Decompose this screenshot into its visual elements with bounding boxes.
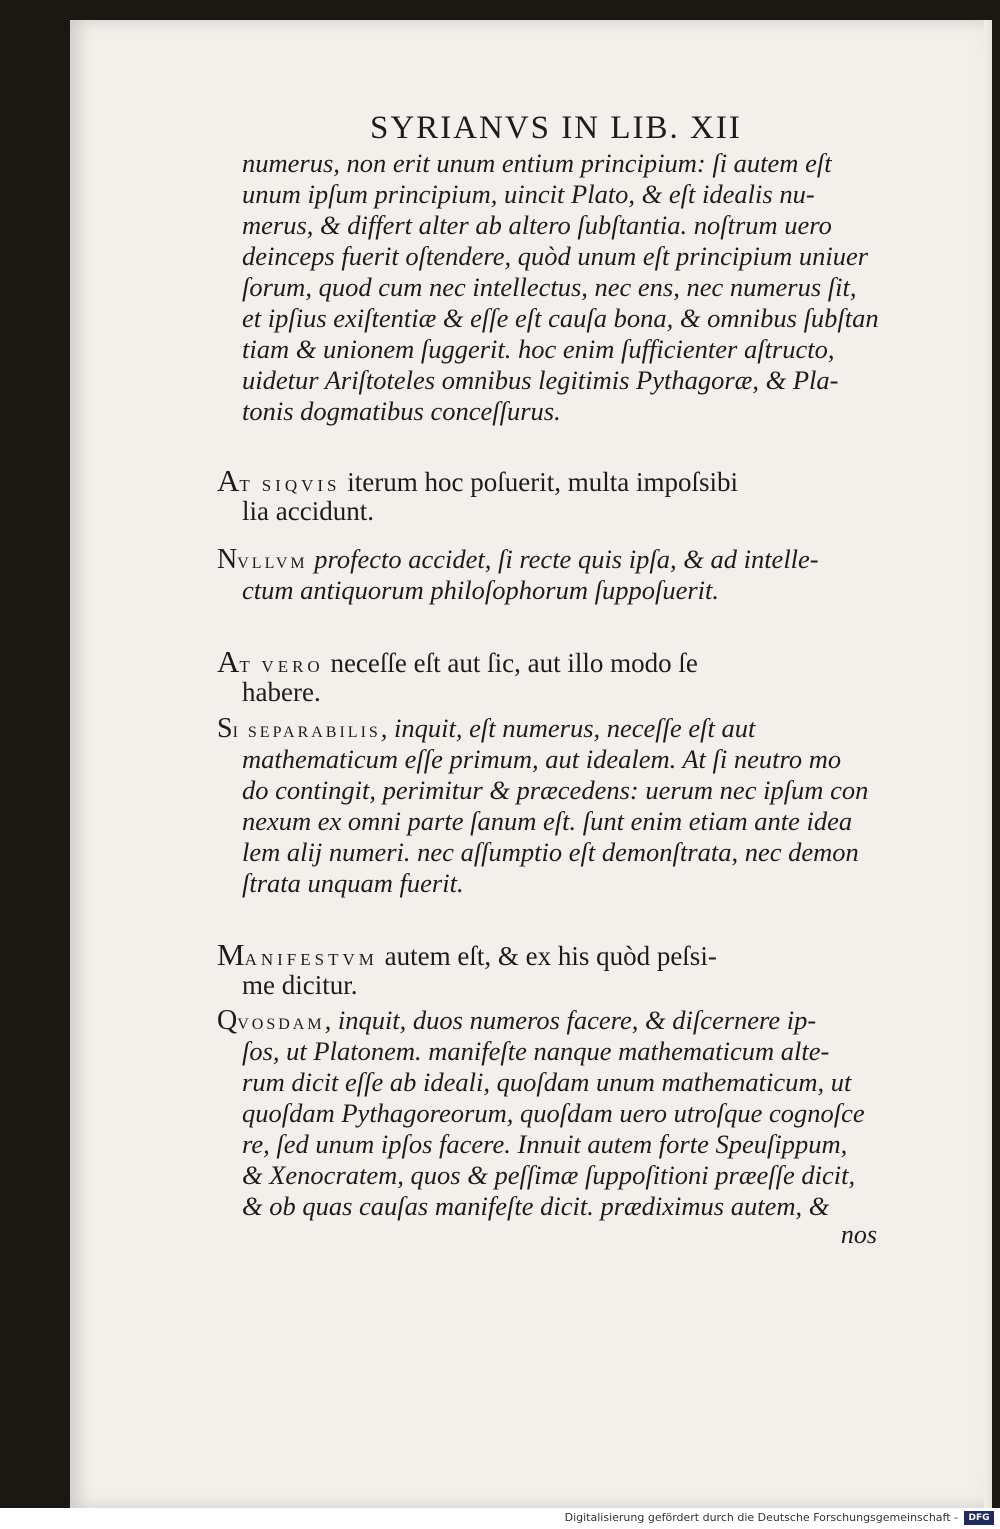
text-line: rum dicit eſſe ab ideali, quoſdam unum mathematicum, ut (242, 1067, 852, 1097)
lemma-first-line (217, 939, 922, 970)
lemma-small-caps: T VERO (239, 657, 324, 676)
commentary-small-caps: VLLVM (237, 555, 308, 572)
text-line: ſos, ut Platonem. manifeſte nanque mathematicum alte- (242, 1036, 830, 1066)
text-line: re, ſed unum ipſos facere. Innuit autem forte Speuſippum, (242, 1129, 848, 1159)
text-line: nexum ex omni parte ſanum eſt. ſunt enim etiam ante idea (242, 806, 853, 836)
text-line: do contingit, perimitur & præcedens: uerum nec ipſum con (242, 775, 869, 805)
text-line: habere. (242, 677, 321, 707)
commentary-first-line (217, 1005, 922, 1036)
dfg-logo-icon: DFG (964, 1511, 994, 1525)
commentary-paragraph (217, 544, 922, 606)
commentary-paragraph (217, 1005, 922, 1222)
aristotle-lemma (217, 465, 922, 527)
aristotle-lemma (217, 646, 922, 708)
text-line: ſorum, quod cum nec intellectus, nec ens, nec numerus ſit, (242, 272, 857, 302)
text-line: lem alij numeri. nec aſſumptio eſt demonſtrata, nec demon (242, 837, 859, 867)
aristotle-lemma (217, 939, 922, 1001)
commentary-initial: Q (217, 1005, 238, 1036)
commentary-text: , inquit, eſt numerus, neceſſe eſt aut (380, 713, 756, 743)
lemma-small-caps: T SIQVIS (239, 476, 341, 495)
text-line: lia accidunt. (242, 496, 374, 526)
footer-credit: Digitalisierung gefördert durch die Deutsche Forschungsgemeinschaft - (564, 1511, 958, 1524)
footer-bar (0, 1508, 1000, 1529)
text-line: et ipſius exiſtentiæ & eſſe eſt cauſa bona, & omnibus ſubſtan (242, 303, 879, 333)
text-line: deinceps fuerit oſtendere, quòd unum eſt principium uniuer (242, 241, 869, 271)
commentary-small-caps: VOSDAM (237, 1016, 325, 1033)
lemma-initial: A (217, 644, 240, 679)
commentary-paragraph (217, 713, 922, 899)
commentary-text: , inquit, duos numeros facere, & diſcernere ip- (324, 1005, 817, 1035)
text-line: merus, & differt alter ab altero ſubſtantia. noſtrum uero (242, 210, 832, 240)
text-line: tiam & unionem ſuggerit. hoc enim ſufficienter aſtructo, (242, 334, 835, 364)
commentary-initial: S (217, 713, 233, 744)
commentary-text: profecto accidet, ſi recte quis ipſa, & ad intelle- (307, 544, 819, 574)
text-line: mathematicum eſſe primum, aut idealem. At ſi neutro mo (242, 744, 842, 774)
text-block (217, 148, 922, 1250)
text-line: & ob quas cauſas manifeſte dicit. prædiximus autem, & (242, 1191, 830, 1221)
lemma-text: iterum hoc poſuerit, multa impoſsibi (340, 467, 738, 497)
text-line: ſtrata unquam fuerit. (242, 868, 464, 898)
commentary-first-line (217, 713, 922, 744)
text-line: uidetur Ariſtoteles omnibus legitimis Pythagoræ, & Pla- (242, 365, 839, 395)
text-line: & Xenocratem, quos & peſſimæ ſuppoſitioni præeſſe dicit, (242, 1160, 856, 1190)
running-head: SYRIANVS IN LIB. XII (370, 110, 742, 146)
text-line: tonis dogmatibus conceſſurus. (242, 396, 561, 426)
text-line: me dicitur. (242, 970, 358, 1000)
commentary-initial: N (217, 544, 238, 575)
page-edge (984, 20, 992, 1508)
text-line: unum ipſum principium, uincit Plato, & eſt idealis nu- (242, 179, 815, 209)
catchword: nos (840, 1220, 877, 1249)
commentary-first-line (217, 544, 922, 575)
lemma-first-line (217, 465, 922, 496)
lemma-small-caps: ANIFESTVM (244, 950, 378, 969)
text-line: quoſdam Pythagoreorum, quoſdam uero utroſque cognoſce (242, 1098, 865, 1128)
lemma-text: neceſſe eſt aut ſic, aut illo modo ſe (323, 648, 698, 678)
lemma-initial: M (217, 937, 245, 972)
text-line: ctum antiquorum philoſophorum ſuppoſuerit. (242, 575, 719, 605)
text-line: numerus, non erit unum entium principium: ſi autem eſt (242, 148, 832, 178)
lemma-initial: A (217, 463, 240, 498)
lemma-text: autem eſt, & ex his quòd peſsi- (377, 941, 717, 971)
commentary-small-caps: I SEPARABILIS (232, 724, 381, 741)
commentary-continuation (242, 148, 922, 427)
lemma-first-line (217, 646, 922, 677)
